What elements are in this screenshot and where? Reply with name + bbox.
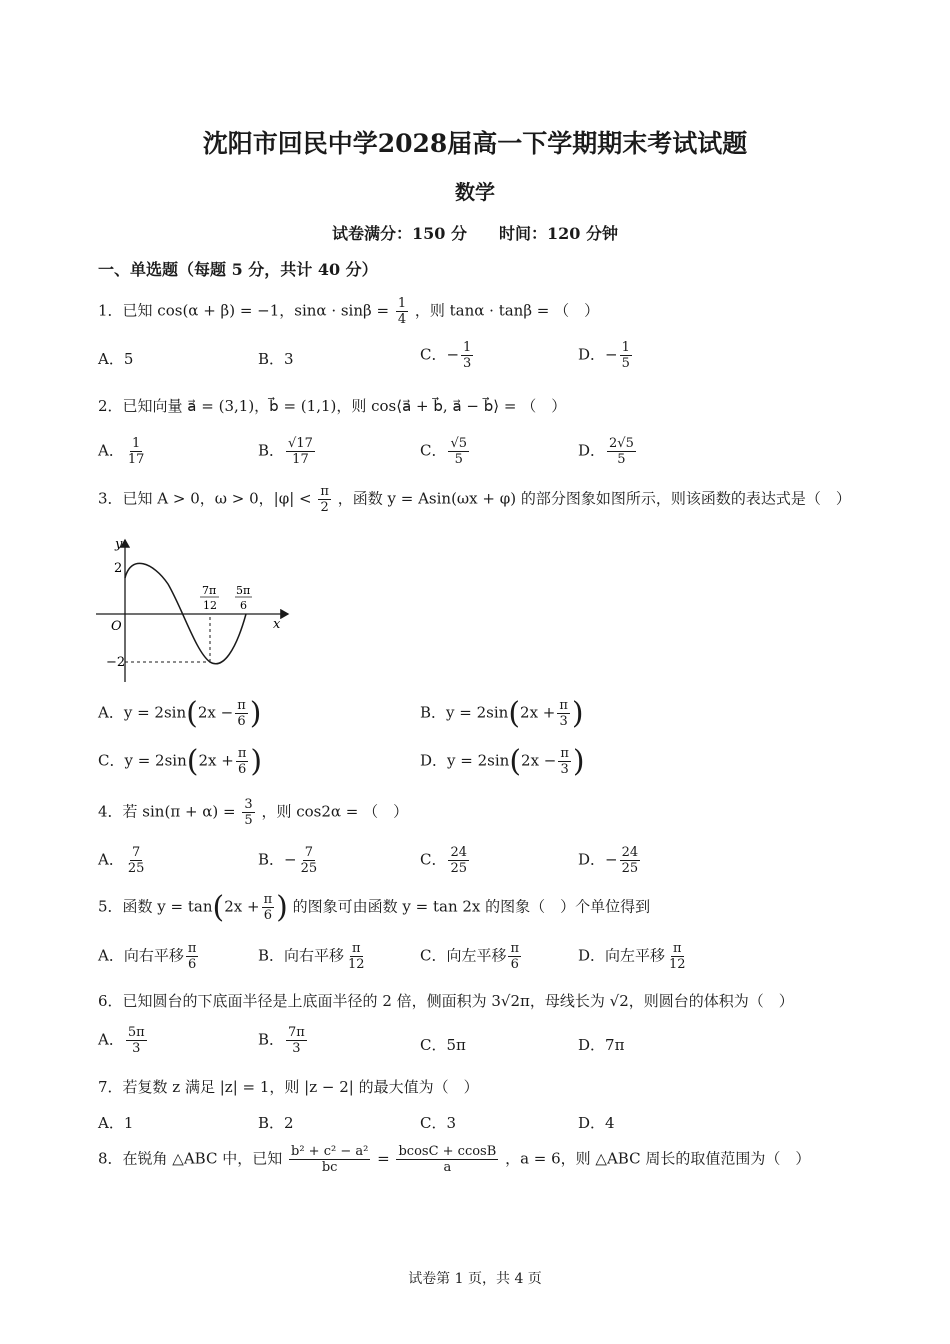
q4-option-b: B．− $\frac{7}{25}$ — [258, 845, 318, 876]
q5-option-c: C．向左平移 $\frac{\pi}{6}$ — [420, 941, 520, 972]
graph-x2-den: 6 — [240, 599, 247, 612]
graph-y-label: y — [115, 537, 123, 552]
q1-option-b: B．3 — [258, 350, 294, 368]
q1-option-c: C．− $\frac{1}{3}$ — [420, 340, 472, 371]
question-3: 3．已知 A > 0，ω > 0，|φ| < $\frac{\pi}{2}$ ，函数 y = Asin(ωx + φ) 的部分图象如图所示，则该函数的表达式是（ ） — [98, 484, 851, 515]
question-8: 8．在锐角 △ABC 中，已知 $\frac{\text{b² + c² − a²}}{bc}$ = $\frac{bcosC + ccosB}{a}$ ，a = 6，则 △ABC 周长的取值范围为（ ） — [98, 1144, 811, 1175]
q2-option-d: D． $\frac{2√5}{5}$ — [578, 436, 634, 467]
q7-option-d: D．4 — [578, 1114, 615, 1132]
graph-origin-label: O — [111, 619, 122, 634]
graph-x-label: x — [273, 617, 281, 632]
question-6: 6．已知圆台的下底面半径是上底面半径的 2 倍，侧面积为 3√2π，母线长为 √2，则圆台的体积为（ ） — [98, 992, 794, 1010]
question-5: 5．函数 y = tan(2x + $\frac{\pi}{6}$ ) 的图象可由函数 y = tan 2x 的图象（ ）个单位得到 — [98, 890, 651, 925]
graph-x2-num: 5π — [236, 584, 251, 597]
q1-option-d: D．− $\frac{1}{5}$ — [578, 340, 630, 371]
q4-option-a: A． $\frac{7}{25}$ — [98, 845, 145, 876]
q7-option-b: B．2 — [258, 1114, 294, 1132]
q5-option-b: B．向右平移 $\frac{\pi}{12}$ — [258, 941, 365, 972]
q5-option-d: D．向左平移 $\frac{\pi}{12}$ — [578, 941, 686, 972]
q3-option-b: B．y = 2sin(2x + $\frac{\pi}{3}$ ) — [420, 696, 584, 731]
q1-fraction: $\frac{1}{4}$ — [397, 296, 407, 327]
q4-option-d: D．− $\frac{24}{25}$ — [578, 845, 639, 876]
q1-text-post: ，则 tanα · tanβ = （ ） — [414, 301, 600, 320]
graph-x1-den: 12 — [203, 599, 217, 612]
question-2: 2．已知向量 a⃗ = (3,1)，b⃗ = (1,1)，则 cos⟨a⃗ + b⃗, a⃗ − b⃗⟩ = （ ） — [98, 397, 567, 415]
q7-option-c: C．3 — [420, 1114, 457, 1132]
q6-option-b: B． $\frac{7\pi}{3}$ — [258, 1025, 305, 1056]
graph-x1-num: 7π — [202, 584, 217, 597]
q1-option-a: A．5 — [98, 350, 134, 368]
question-7: 7．若复数 z 满足 |z| = 1，则 |z − 2| 的最大值为（ ） — [98, 1078, 479, 1096]
q3-option-d: D．y = 2sin(2x − $\frac{\pi}{3}$ ) — [420, 744, 585, 779]
question-1 — [98, 296, 599, 327]
q6-option-c: C．5π — [420, 1036, 466, 1054]
subject-title: 数学 — [455, 180, 495, 204]
q7-option-a: A．1 — [98, 1114, 134, 1132]
q2-option-b: B． $\frac{√17}{17}$ — [258, 436, 313, 467]
q6-option-a: A． $\frac{5\pi}{3}$ — [98, 1025, 145, 1056]
graph-ymin-label: −2 — [106, 655, 126, 670]
exam-info: 试卷满分：150 分 时间：120 分钟 — [332, 224, 618, 243]
section-heading: 一、单选题（每题 5 分，共计 40 分） — [98, 260, 378, 279]
q2-option-a: A． $\frac{1}{17}$ — [98, 436, 145, 467]
question-4: 4．若 sin(π + α) = $\frac{3}{5}$ ，则 cos2α = （ ） — [98, 797, 409, 828]
exam-title: 沈阳市回民中学2028届高一下学期期末考试试题 — [202, 129, 748, 158]
q1-text-pre: 1．已知 cos(α + β) = −1，sinα · sinβ = — [98, 301, 390, 320]
q3-sine-graph — [88, 532, 298, 692]
q3-option-c: C．y = 2sin(2x + $\frac{\pi}{6}$ ) — [98, 744, 263, 779]
q2-option-c: C． $\frac{√5}{5}$ — [420, 436, 468, 467]
graph-ymax-label: 2 — [114, 561, 123, 576]
page-footer: 试卷第 1 页，共 4 页 — [408, 1271, 542, 1287]
q4-option-c: C． $\frac{24}{25}$ — [420, 845, 468, 876]
q3-option-a: A．y = 2sin(2x − $\frac{\pi}{6}$ ) — [98, 696, 262, 731]
q6-option-d: D．7π — [578, 1036, 625, 1054]
q5-option-a: A．向右平移 $\frac{\pi}{6}$ — [98, 941, 197, 972]
